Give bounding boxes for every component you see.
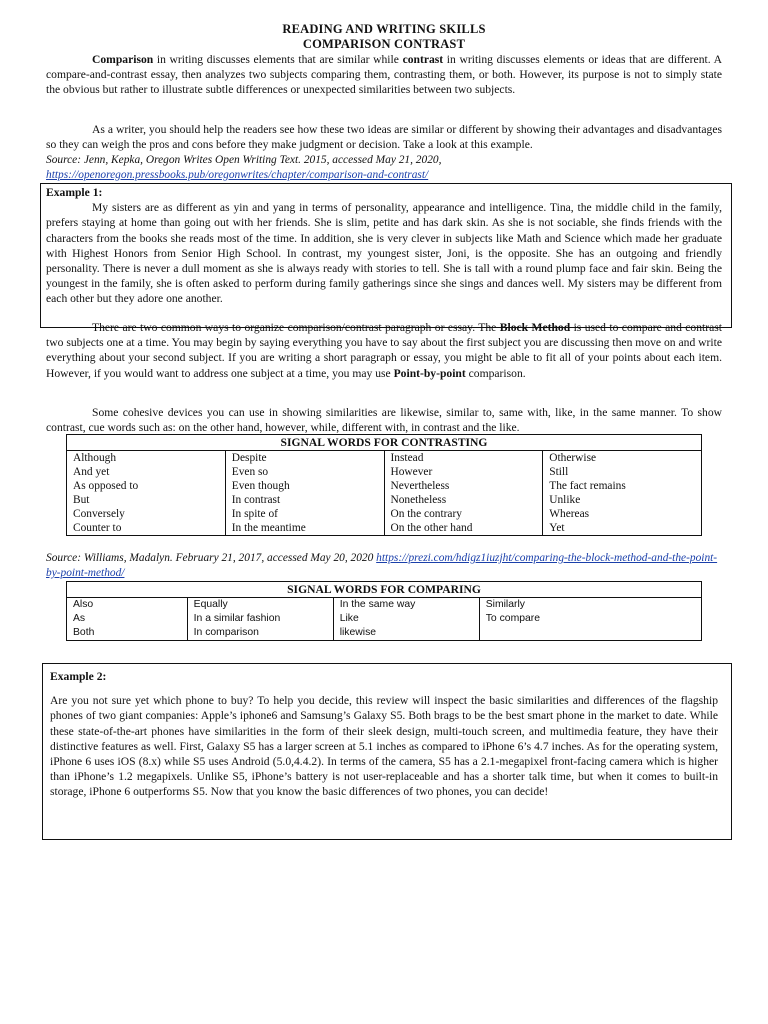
compare-word: In the same way: [339, 599, 416, 610]
compare-col-2: [187, 598, 333, 641]
contrast-word: Even so: [231, 466, 269, 478]
compare-col-3: [333, 598, 479, 641]
contrast-word: Yet: [549, 522, 565, 534]
contrast-word: On the other hand: [390, 522, 473, 534]
contrast-word: Conversely: [73, 508, 125, 520]
term-comparison: Comparison: [92, 53, 154, 66]
intro-paragraph: [46, 52, 722, 98]
contrast-table-header: SIGNAL WORDS FOR CONTRASTING: [67, 435, 702, 451]
example-2-label: Example 2:: [50, 670, 107, 683]
contrast-word: In spite of: [231, 508, 278, 520]
example-1-label: Example 1:: [46, 186, 103, 199]
contrast-word: But: [73, 494, 90, 506]
compare-word: Both: [73, 627, 95, 638]
contrast-word: As opposed to: [73, 480, 139, 492]
methods-text-3: comparison.: [465, 366, 526, 380]
compare-word: likewise: [339, 627, 377, 638]
page-title: READING AND WRITING SKILLS: [282, 22, 486, 36]
contrast-col-2: [225, 451, 384, 536]
compare-table-header: SIGNAL WORDS FOR COMPARING: [67, 582, 702, 598]
contrast-table-header-row: [67, 435, 702, 451]
compare-word: As: [73, 613, 86, 624]
cohesive-paragraph: Some cohesive devices you can use in showing similarities are likewise, similar to, same with, like, in the same manner. To show contrast, cue words such as: on the other hand, however, while, different with, in contrast and the like.: [46, 406, 722, 435]
contrast-word: Unlike: [549, 494, 581, 506]
compare-table-body-row: [67, 598, 702, 641]
compare-table: [66, 581, 702, 641]
contrast-col-4: [543, 451, 702, 536]
methods-paragraph: [46, 320, 722, 381]
source-2: [46, 551, 722, 581]
compare-table-header-row: [67, 582, 702, 598]
contrast-word: Nevertheless: [390, 480, 450, 492]
contrast-col-1: [67, 451, 226, 536]
source-2-link[interactable]: https://prezi.com/hdigz1iuzjht/comparing-the-block-method-and-the-point-by-point-method/: [46, 552, 718, 579]
contrast-word: Even though: [231, 480, 290, 492]
contrast-word: Still: [549, 466, 569, 478]
contrast-col-3: [384, 451, 543, 536]
compare-word: In a similar fashion: [193, 613, 281, 624]
compare-word: In comparison: [193, 627, 259, 638]
example-1-text: My sisters are as different as yin and yang in terms of personality, appearance and intelligence. Tina, the middle child in the family, prefers staying at home than going out with her friends. She is slim, petite and has dark skin. As she is not sociable, she finds friends with the characters from the books she reads most of the time. In addition, she is very clever in subjects like Math and Science which made her graduate with Highest Honors from Senior High School. In contrast, my youngest sister, Joni, is the opposite. She has an outgoing and friendly personality. There is never a dull moment as she is always ready with stories to tell. She is tall with a round plump face and fair skin. Being the youngest in the family, she is often asked to perform during family gatherings since she sings and dances well. My sisters may be different from each other but they adore one another.: [46, 201, 722, 306]
contrast-table: [66, 434, 702, 536]
compare-col-4: [479, 598, 701, 641]
contrast-word: Nonetheless: [390, 494, 447, 506]
contrast-word: In the meantime: [231, 522, 306, 534]
contrast-word: Instead: [390, 452, 424, 464]
term-point-by-point: Point-by-point: [393, 366, 466, 380]
contrast-word: Although: [73, 452, 117, 464]
contrast-word: Counter to: [73, 522, 122, 534]
methods-text-2: is used to compare and contrast two subjects one at a time. You may begin by saying everything you have to say about the first subject you are discussing then move on and write everything about your second subject. If you are writing a short paragraph or essay, you might be able to fit all of your points about each item. However, if you would want to address one subject at a time, you may use: [46, 321, 722, 380]
contrast-word: In contrast: [231, 494, 281, 506]
compare-word: To compare: [485, 613, 541, 624]
writer-paragraph: As a writer, you should help the readers see how these two ideas are similar or different by showing their advantages and disadvantages so they can weigh the pros and cons before they make judgment or decision. Take a look at this example.: [46, 123, 722, 152]
example-2-content: [50, 669, 718, 800]
methods-text-1: There are two common ways to organize comparison/contrast paragraph or essay. The: [92, 321, 500, 334]
term-contrast: contrast: [402, 53, 444, 66]
source-1-link[interactable]: https://openoregon.pressbooks.pub/oregonwrites/chapter/comparison-and-contrast/: [46, 169, 429, 181]
source-1: [46, 153, 722, 183]
term-block-method: Block Method: [499, 321, 571, 334]
contrast-word: On the contrary: [390, 508, 462, 520]
contrast-table-body-row: [67, 451, 702, 536]
source-2-text: Source: Williams, Madalyn. February 21, 2017, accessed May 20, 2020: [46, 552, 377, 564]
compare-col-1: [67, 598, 188, 641]
page-subtitle: COMPARISON CONTRAST: [302, 37, 466, 51]
compare-word: Equally: [193, 599, 228, 610]
contrast-word: Otherwise: [549, 452, 597, 464]
intro-text-1: in writing discusses elements that are similar while: [153, 53, 403, 66]
source-1-text: Source: Jenn, Kepka, Oregon Writes Open Writing Text. 2015, accessed May 21, 2020,: [46, 154, 442, 166]
example-2-text: Are you not sure yet which phone to buy? To help you decide, this review will inspect the basic similarities and differences of the flagship phones of two giant companies: Apple’s iphone6 and Samsung’s Galaxy S5. Both brags to be the best smart phone in the market to date. While these state-of-the-art phones have similarities in the form of their sleek design, multi-touch screen, and multimedia feature, they have their distinctive features as well. First, Galaxy S5 has a larger screen at 5.1 inches as compared to iPhone 6’s 4.7 inches. As for the operating system, iPhone 6 uses iOS (8.x) while S5 uses Android (5.0,4.4.2). In terms of the camera, S5 has a 2.1-megapixel front-facing camera which is higher than iPhone’s 1.2 megapixels. Unlike S5, iPhone’s battery is not user-replaceable and has a shorter talk time, but when it comes to built-in storage, iPhone 6 outperforms S5. Now that you know the basic differences of two phones, you can decide!: [50, 694, 718, 799]
contrast-word: Despite: [231, 452, 267, 464]
compare-word: Also: [73, 599, 94, 610]
compare-word: Similarly: [485, 599, 525, 610]
contrast-word: And yet: [73, 466, 110, 478]
intro-text-2: in writing discusses elements or ideas that are different. A compare-and-contrast essay, then analyzes two subjects comparing them, contrasting them, or both. However, its purpose is not to simply state the obvious but rather to illustrate subtle differences or unexpected similarities between two subjects.: [46, 53, 723, 97]
compare-word: Like: [339, 613, 359, 624]
contrast-word: Whereas: [549, 508, 590, 520]
example-1-content: [46, 185, 722, 307]
contrast-word: However: [390, 466, 433, 478]
contrast-word: The fact remains: [549, 480, 626, 492]
